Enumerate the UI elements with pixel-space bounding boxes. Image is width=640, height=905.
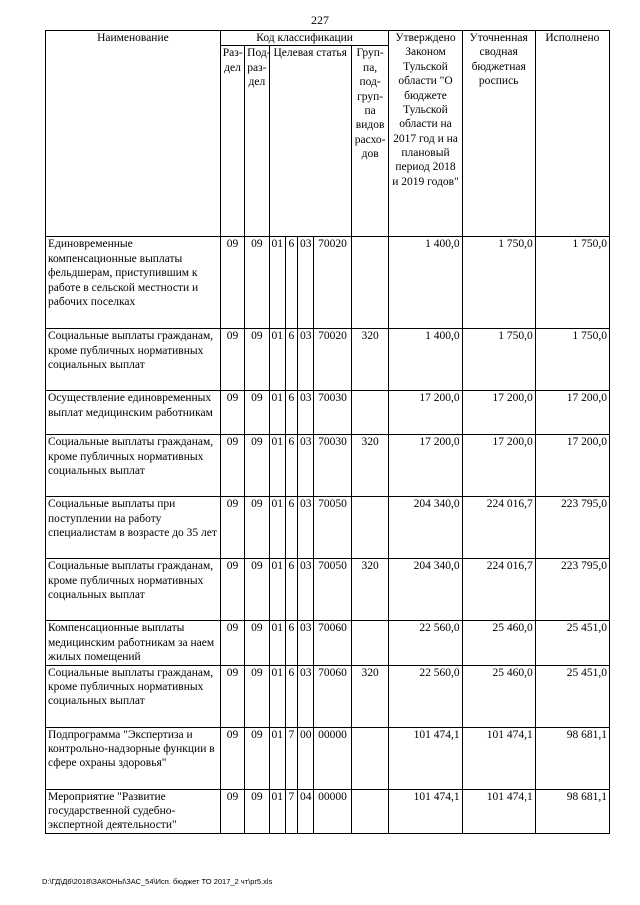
target-code-event: 00 <box>297 727 313 789</box>
refined-amount: 25 460,0 <box>462 665 535 727</box>
table-row <box>46 665 610 727</box>
section-code: 09 <box>220 237 244 329</box>
target-code-event: 03 <box>297 329 313 391</box>
approved-amount: 17 200,0 <box>389 435 462 497</box>
target-code-event: 03 <box>297 559 313 621</box>
expense-group-code: 320 <box>351 435 389 497</box>
subsection-code: 09 <box>245 727 269 789</box>
target-code-subprogram: 6 <box>285 621 297 665</box>
target-code-direction: 70050 <box>314 497 352 559</box>
subsection-code: 09 <box>245 559 269 621</box>
row-name: Осуществление единовременных выплат медицинским работникам <box>46 391 221 435</box>
header-classification: Код классификации <box>220 31 389 46</box>
row-name: Социальные выплаты гражданам, кроме публичных нормативных социальных выплат <box>46 329 221 391</box>
expense-group-code: 320 <box>351 665 389 727</box>
target-code-subprogram: 6 <box>285 665 297 727</box>
refined-amount: 101 474,1 <box>462 727 535 789</box>
target-code-program: 01 <box>269 559 285 621</box>
expense-group-code <box>351 391 389 435</box>
table-row <box>46 621 610 665</box>
approved-amount: 1 400,0 <box>389 237 462 329</box>
target-code-program: 01 <box>269 237 285 329</box>
approved-amount: 22 560,0 <box>389 621 462 665</box>
row-name: Социальные выплаты при поступлении на работу специалистам в возрасте до 35 лет <box>46 497 221 559</box>
expense-group-code <box>351 621 389 665</box>
executed-amount: 98 681,1 <box>535 727 609 789</box>
target-code-subprogram: 6 <box>285 435 297 497</box>
subsection-code: 09 <box>245 789 269 833</box>
target-code-event: 03 <box>297 435 313 497</box>
target-code-direction: 70030 <box>314 435 352 497</box>
target-code-direction: 70050 <box>314 559 352 621</box>
target-code-subprogram: 6 <box>285 237 297 329</box>
section-code: 09 <box>220 727 244 789</box>
target-code-program: 01 <box>269 497 285 559</box>
section-code: 09 <box>220 435 244 497</box>
target-code-program: 01 <box>269 621 285 665</box>
target-code-subprogram: 6 <box>285 391 297 435</box>
refined-amount: 17 200,0 <box>462 435 535 497</box>
refined-amount: 101 474,1 <box>462 789 535 833</box>
approved-amount: 1 400,0 <box>389 329 462 391</box>
subsection-code: 09 <box>245 497 269 559</box>
table-body <box>46 237 610 833</box>
row-name: Социальные выплаты гражданам, кроме публичных нормативных социальных выплат <box>46 435 221 497</box>
target-code-direction: 70020 <box>314 237 352 329</box>
table-row <box>46 237 610 329</box>
target-code-event: 04 <box>297 789 313 833</box>
executed-amount: 223 795,0 <box>535 559 609 621</box>
executed-amount: 1 750,0 <box>535 329 609 391</box>
target-code-direction: 70020 <box>314 329 352 391</box>
target-code-direction: 00000 <box>314 789 352 833</box>
executed-amount: 17 200,0 <box>535 435 609 497</box>
table-row <box>46 391 610 435</box>
target-code-subprogram: 7 <box>285 789 297 833</box>
table-row <box>46 435 610 497</box>
target-code-program: 01 <box>269 435 285 497</box>
table-row <box>46 329 610 391</box>
expense-group-code <box>351 237 389 329</box>
target-code-program: 01 <box>269 789 285 833</box>
target-code-direction: 70030 <box>314 391 352 435</box>
row-name: Социальные выплаты гражданам, кроме публичных нормативных социальных выплат <box>46 665 221 727</box>
section-code: 09 <box>220 329 244 391</box>
section-code: 09 <box>220 559 244 621</box>
executed-amount: 223 795,0 <box>535 497 609 559</box>
section-code: 09 <box>220 391 244 435</box>
target-code-event: 03 <box>297 621 313 665</box>
subsection-code: 09 <box>245 435 269 497</box>
subsection-code: 09 <box>245 391 269 435</box>
row-name: Социальные выплаты гражданам, кроме публичных нормативных социальных выплат <box>46 559 221 621</box>
table-row <box>46 559 610 621</box>
target-code-direction: 00000 <box>314 727 352 789</box>
approved-amount: 17 200,0 <box>389 391 462 435</box>
executed-amount: 25 451,0 <box>535 621 609 665</box>
section-code: 09 <box>220 665 244 727</box>
executed-amount: 17 200,0 <box>535 391 609 435</box>
row-name: Единовременные компенсационные выплаты фельдшерам, приступившим к работе в сельской местности и рабочих поселках <box>46 237 221 329</box>
header-executed: Исполнено <box>535 31 609 237</box>
approved-amount: 204 340,0 <box>389 559 462 621</box>
refined-amount: 224 016,7 <box>462 497 535 559</box>
target-code-program: 01 <box>269 665 285 727</box>
table-row <box>46 789 610 833</box>
header-group: Груп-па, под-груп-па видов расхо-дов <box>351 46 389 237</box>
executed-amount: 98 681,1 <box>535 789 609 833</box>
target-code-subprogram: 6 <box>285 559 297 621</box>
target-code-program: 01 <box>269 391 285 435</box>
table-row <box>46 727 610 789</box>
target-code-event: 03 <box>297 237 313 329</box>
section-code: 09 <box>220 497 244 559</box>
target-code-subprogram: 6 <box>285 497 297 559</box>
refined-amount: 224 016,7 <box>462 559 535 621</box>
section-code: 09 <box>220 621 244 665</box>
refined-amount: 25 460,0 <box>462 621 535 665</box>
row-name: Мероприятие "Развитие государственной судебно-экспертной деятельности" <box>46 789 221 833</box>
subsection-code: 09 <box>245 329 269 391</box>
approved-amount: 101 474,1 <box>389 727 462 789</box>
target-code-program: 01 <box>269 329 285 391</box>
subsection-code: 09 <box>245 665 269 727</box>
expense-group-code <box>351 727 389 789</box>
target-code-direction: 70060 <box>314 665 352 727</box>
expense-group-code <box>351 789 389 833</box>
row-name: Компенсационные выплаты медицинским работникам за наем жилых помещений <box>46 621 221 665</box>
header-section: Раз-дел <box>220 46 244 237</box>
subsection-code: 09 <box>245 621 269 665</box>
executed-amount: 1 750,0 <box>535 237 609 329</box>
header-name: Наименование <box>46 31 221 237</box>
refined-amount: 1 750,0 <box>462 237 535 329</box>
executed-amount: 25 451,0 <box>535 665 609 727</box>
refined-amount: 17 200,0 <box>462 391 535 435</box>
approved-amount: 204 340,0 <box>389 497 462 559</box>
expense-group-code: 320 <box>351 559 389 621</box>
header-subsection: Под-раз-дел <box>245 46 269 237</box>
page-number: 227 <box>311 13 329 27</box>
target-code-event: 03 <box>297 391 313 435</box>
section-code: 09 <box>220 789 244 833</box>
header-refined: Уточненная сводная бюджетная роспись <box>462 31 535 237</box>
approved-amount: 101 474,1 <box>389 789 462 833</box>
table-header <box>46 31 610 237</box>
refined-amount: 1 750,0 <box>462 329 535 391</box>
target-code-event: 03 <box>297 665 313 727</box>
target-code-program: 01 <box>269 727 285 789</box>
header-target: Целевая статья <box>269 46 351 237</box>
table-row <box>46 497 610 559</box>
file-path-footer: D:\ГД\Д6\2018\ЗАКОНЫ\ЗАС_54\Исп. бюджет ТО 2017_2 чт\pr5.xls <box>42 877 273 886</box>
row-name: Подпрограмма "Экспертиза и контрольно-надзорные функции в сфере охраны здоровья" <box>46 727 221 789</box>
target-code-direction: 70060 <box>314 621 352 665</box>
target-code-event: 03 <box>297 497 313 559</box>
subsection-code: 09 <box>245 237 269 329</box>
approved-amount: 22 560,0 <box>389 665 462 727</box>
header-approved: Утверждено Законом Тульской области "О бюджете Тульской области на 2017 год и на плановый период 2018 и 2019 годов" <box>389 31 462 237</box>
target-code-subprogram: 6 <box>285 329 297 391</box>
expense-group-code: 320 <box>351 329 389 391</box>
target-code-subprogram: 7 <box>285 727 297 789</box>
budget-table <box>45 30 610 834</box>
expense-group-code <box>351 497 389 559</box>
